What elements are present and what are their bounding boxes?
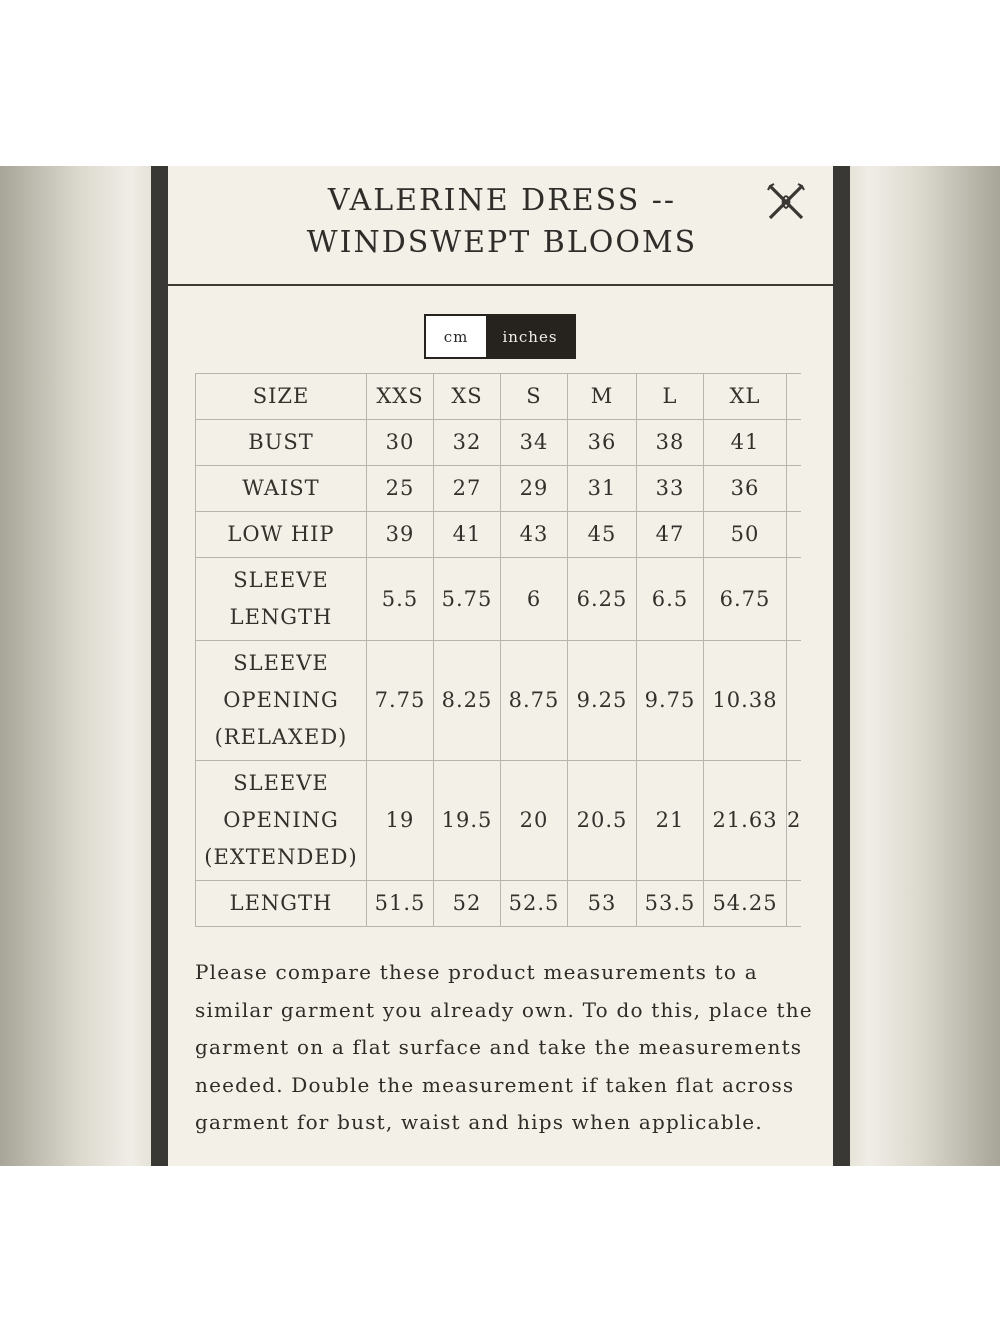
clipped-cell: [787, 420, 802, 466]
modal-right-border: [833, 166, 850, 1166]
table-row: [196, 466, 802, 512]
table-cell: 27: [434, 466, 501, 512]
table-cell: 53.5: [637, 881, 704, 927]
table-cell: 29: [501, 466, 568, 512]
row-label-line: LENGTH: [229, 605, 333, 629]
table-row: [196, 512, 802, 558]
table-cell: 39: [367, 512, 434, 558]
clipped-cell: [787, 881, 802, 927]
table-row: [196, 761, 802, 881]
table-cell: 31: [568, 466, 637, 512]
clipped-cell: [787, 558, 802, 641]
header-xs: XS: [434, 374, 501, 420]
table-cell: 36: [704, 466, 787, 512]
size-guide-modal: [168, 166, 833, 1166]
table-cell: 25: [367, 466, 434, 512]
modal-header: [168, 166, 833, 286]
row-label-line: OPENING: [223, 808, 339, 832]
clipped-cell: [787, 466, 802, 512]
modal-left-border: [151, 166, 168, 1166]
product-title-line-1: VALERINE DRESS --: [327, 183, 677, 218]
table-cell: 20: [501, 761, 568, 881]
table-cell: 20.5: [568, 761, 637, 881]
unit-option-inches[interactable]: inches: [486, 316, 574, 357]
table-cell: 5.5: [367, 558, 434, 641]
header-xxs: XXS: [367, 374, 434, 420]
product-title-line-2: WINDSWEPT BLOOMS: [306, 225, 698, 260]
table-cell: 53: [568, 881, 637, 927]
header-m: M: [568, 374, 637, 420]
unit-option-cm[interactable]: cm: [426, 316, 486, 357]
table-row: [196, 641, 802, 761]
table-cell: 9.75: [637, 641, 704, 761]
header-clipped-cell: [787, 374, 802, 420]
table-cell: 7.75: [367, 641, 434, 761]
table-cell: 10.38: [704, 641, 787, 761]
table-row: [196, 881, 802, 927]
row-label-line: (EXTENDED): [204, 845, 358, 869]
row-label: [196, 558, 367, 641]
table-cell: 6.25: [568, 558, 637, 641]
table-cell: 51.5: [367, 881, 434, 927]
row-label-line: (RELAXED): [214, 725, 348, 749]
row-label-line: OPENING: [223, 688, 339, 712]
header-l: L: [637, 374, 704, 420]
table-cell: 8.25: [434, 641, 501, 761]
table-row: [196, 420, 802, 466]
table-cell: 43: [501, 512, 568, 558]
row-label: [196, 761, 367, 881]
table-cell: 21.63: [704, 761, 787, 881]
row-label: LOW HIP: [196, 512, 367, 558]
row-label: [196, 641, 367, 761]
table-cell: 19: [367, 761, 434, 881]
table-cell: 45: [568, 512, 637, 558]
header-size: SIZE: [196, 374, 367, 420]
table-cell: 54.25: [704, 881, 787, 927]
close-icon: [764, 180, 808, 224]
table-cell: 6.5: [637, 558, 704, 641]
table-cell: 6.75: [704, 558, 787, 641]
table-cell: 50: [704, 512, 787, 558]
table-cell: 34: [501, 420, 568, 466]
row-label-line: SLEEVE: [233, 771, 329, 795]
header-s: S: [501, 374, 568, 420]
table-row: [196, 558, 802, 641]
table-cell: 52: [434, 881, 501, 927]
product-title: [228, 180, 776, 264]
header-xl: XL: [704, 374, 787, 420]
table-cell: 6: [501, 558, 568, 641]
table-cell: 47: [637, 512, 704, 558]
clipped-cell: [787, 512, 802, 558]
table-cell: 5.75: [434, 558, 501, 641]
table-cell: 38: [637, 420, 704, 466]
table-cell: 36: [568, 420, 637, 466]
table-cell: 8.75: [501, 641, 568, 761]
table-header-row: [196, 374, 802, 420]
measurement-note: Please compare these product measurements to a similar garment you already own. To do this, place the garment on a flat surface and take the measurements needed. Double the measurement if taken flat across garment for bust, waist and hips when applicable.: [195, 960, 813, 1134]
close-button[interactable]: [764, 180, 808, 224]
table-cell: 32: [434, 420, 501, 466]
row-label: BUST: [196, 420, 367, 466]
clipped-cell: [787, 641, 802, 761]
row-label-line: SLEEVE: [233, 651, 329, 675]
table-cell: 41: [434, 512, 501, 558]
row-label: WAIST: [196, 466, 367, 512]
table-cell: 30: [367, 420, 434, 466]
unit-toggle: [424, 314, 576, 359]
table-cell: 19.5: [434, 761, 501, 881]
row-label: LENGTH: [196, 881, 367, 927]
size-chart-table: [195, 373, 801, 927]
row-label-line: SLEEVE: [233, 568, 329, 592]
table-cell: 9.25: [568, 641, 637, 761]
table-cell: 33: [637, 466, 704, 512]
table-cell: 41: [704, 420, 787, 466]
clipped-cell: 2: [787, 761, 802, 881]
table-cell: 21: [637, 761, 704, 881]
table-cell: 52.5: [501, 881, 568, 927]
